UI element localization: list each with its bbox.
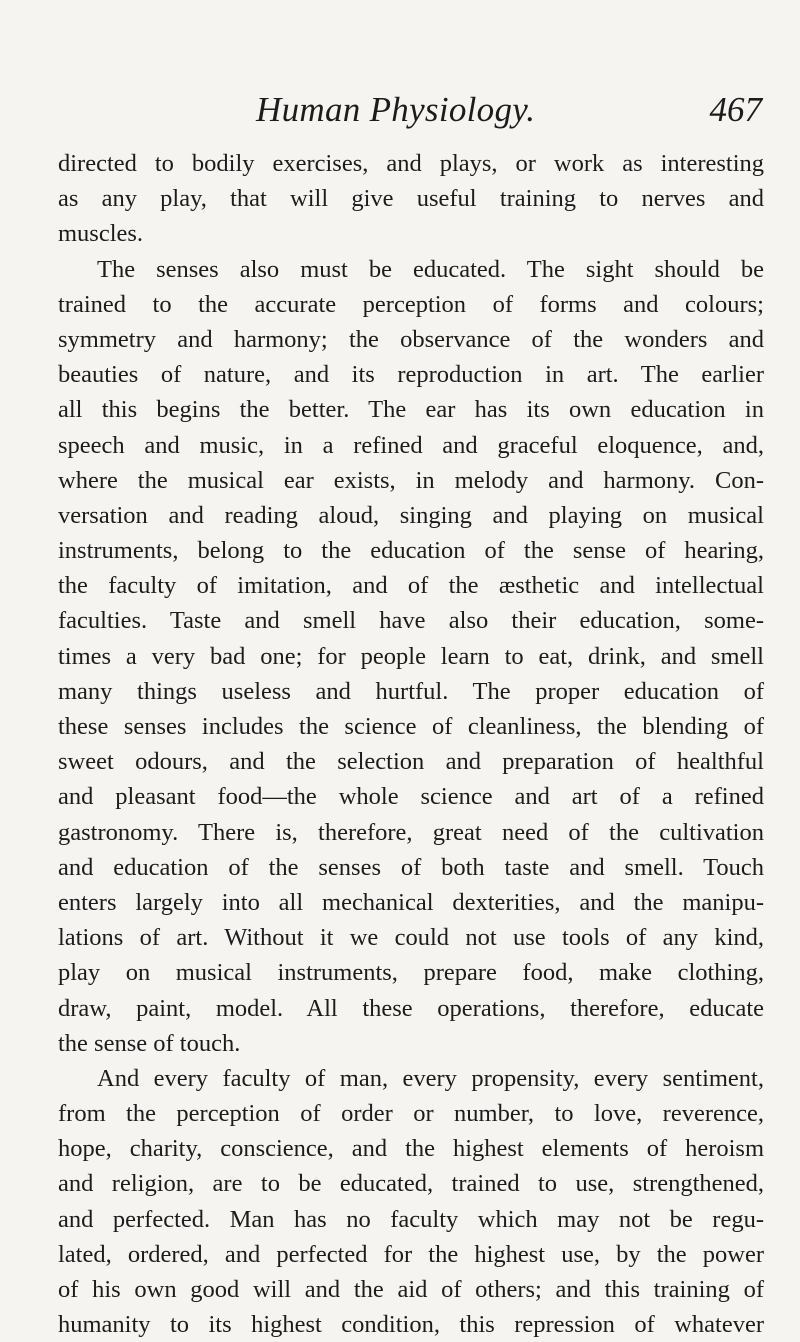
text-line: directed to bodily exercises, and plays, or work as interesting <box>58 150 764 177</box>
page-number: 467 <box>709 90 762 129</box>
body-text <box>58 146 764 1342</box>
text-line: the sense of touch. <box>58 1029 241 1057</box>
text-line: faculties. Taste and smell have also their education, some- <box>58 607 764 635</box>
text-line: times a very bad one; for people learn to eat, drink, and smell <box>58 642 764 670</box>
text-line: play on musical instruments, prepare food, make clothing, <box>58 959 764 987</box>
paragraph <box>58 1061 764 1342</box>
text-line: instruments, belong to the education of the sense of hearing, <box>58 537 764 565</box>
text-line: from the perception of order or number, to love, reverence, <box>58 1100 764 1128</box>
running-title: Human Physiology. <box>256 90 536 129</box>
text-line: versation and reading aloud, singing and playing on musical <box>58 501 764 529</box>
text-line: and education of the senses of both taste and smell. Touch <box>58 853 764 881</box>
text-line: The senses also must be educated. The sight should be <box>97 255 764 283</box>
text-line: all this begins the better. The ear has its own education in <box>58 396 764 424</box>
text-line: these senses includes the science of cleanliness, the blending of <box>58 713 764 740</box>
text-line: and pleasant food—the whole science and art of a refined <box>58 783 764 811</box>
text-line: trained to the accurate perception of forms and colours; <box>58 290 764 318</box>
text-line: beauties of nature, and its reproduction in art. The earlier <box>58 361 764 389</box>
text-line: symmetry and harmony; the observance of the wonders and <box>58 325 764 353</box>
text-line: lated, ordered, and perfected for the highest use, by the power <box>58 1240 764 1268</box>
text-line: speech and music, in a refined and graceful eloquence, and, <box>58 431 764 459</box>
text-line: gastronomy. There is, therefore, great need of the cultivation <box>58 818 764 846</box>
text-line: sweet odours, and the selection and preparation of healthful <box>58 748 764 776</box>
text-line: as any play, that will give useful training to nerves and <box>58 185 764 213</box>
text-line: many things useless and hurtful. The proper education of <box>58 677 764 705</box>
text-line: draw, paint, model. All these operations, therefore, educate <box>58 994 764 1022</box>
text-line: lations of art. Without it we could not use tools of any kind, <box>58 924 764 952</box>
text-line: hope, charity, conscience, and the highest elements of heroism <box>58 1135 764 1163</box>
text-line: humanity to its highest condition, this repression of whatever <box>58 1311 764 1339</box>
text-line: And every faculty of man, every propensity, every sentiment, <box>97 1064 764 1092</box>
paragraph <box>58 146 764 252</box>
text-line: enters largely into all mechanical dexterities, and the manipu- <box>58 888 764 916</box>
running-head <box>58 86 764 134</box>
text-line: of his own good will and the aid of others; and this training of <box>58 1276 764 1303</box>
text-line: the faculty of imitation, and of the æsthetic and intellectual <box>58 572 764 600</box>
paragraph <box>58 252 764 1061</box>
text-line: muscles. <box>58 220 144 248</box>
text-line: and religion, are to be educated, trained to use, strengthened, <box>58 1170 764 1198</box>
text-line: where the musical ear exists, in melody and harmony. Con- <box>58 466 764 494</box>
text-line: and perfected. Man has no faculty which may not be regu- <box>58 1205 764 1233</box>
